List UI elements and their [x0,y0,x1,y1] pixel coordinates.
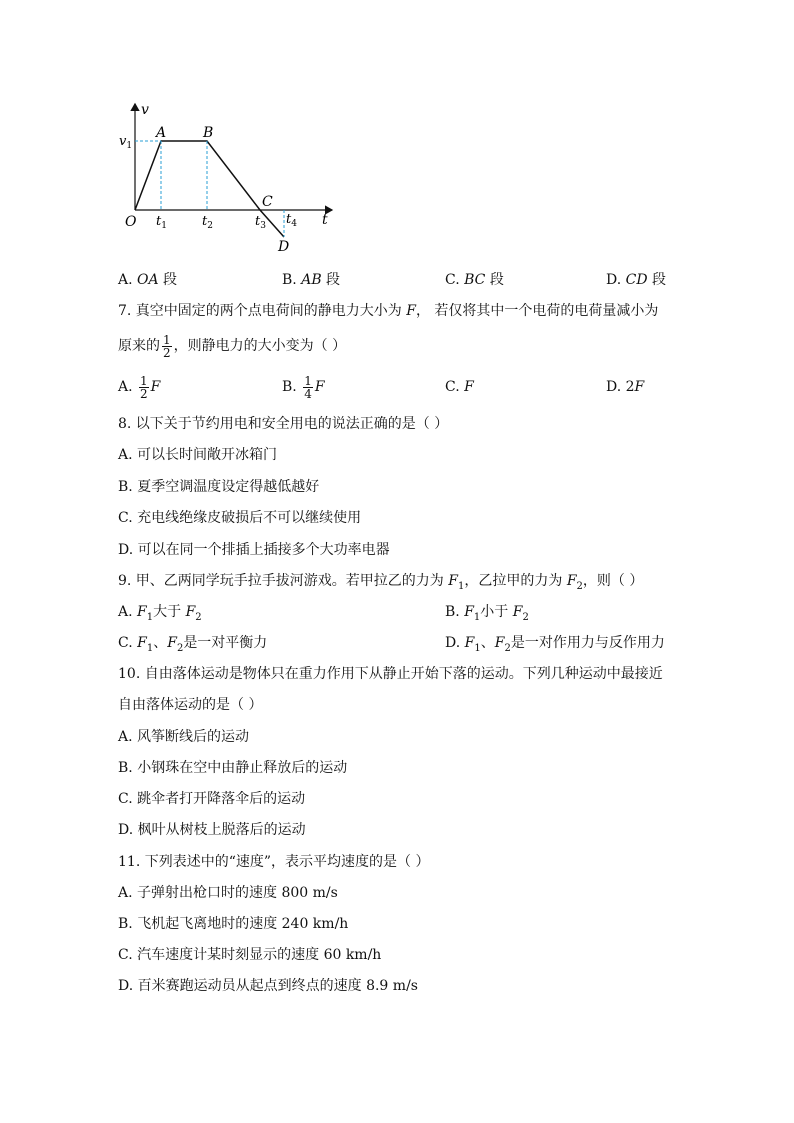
q11-stem: 11. 下列表述中的“速度”，表示平均速度的是（ ） [118,854,430,870]
q9-option-d[interactable]: D. $F_1$、$F_2$是一对作用力与反作用力 [445,635,665,654]
q11-option-d[interactable]: D. 百米赛跑运动员从起点到终点的速度 8.9 m/s [118,978,418,994]
q10-option-a[interactable]: A. 风筝断线后的运动 [118,729,250,745]
t2-label: $t_2$ [202,214,213,231]
q10-option-d[interactable]: D. 枫叶从树枝上脱落后的运动 [118,822,306,838]
q8-option-b[interactable]: B. 夏季空调温度设定得越低越好 [118,479,320,495]
q9-option-a[interactable]: A. $F_1$大于 $F_2$ [118,604,202,623]
q7-option-a[interactable]: A. $\frac{1}{2}$ F [118,373,161,401]
point-b-label: B [203,125,214,141]
q9-option-b[interactable]: B. $F_1$小于 $F_2$ [445,604,529,623]
point-c-label: C [262,194,273,210]
fraction-one-half: $\frac{1}{2}$ [163,332,171,360]
t1-label: $t_1$ [156,214,167,231]
q10-stem-line2: 自由落体运动的是（ ） [118,697,263,713]
v1-label: $v_1$ [119,134,133,151]
q11-option-a[interactable]: A. 子弹射出枪口时的速度 800 m/s [118,885,338,901]
origin-label: O [125,214,137,230]
t3-label: $t_3$ [255,214,266,231]
velocity-time-graph [110,98,370,258]
q8-option-d[interactable]: D. 可以在同一个排插上插接多个大功率电器 [118,542,390,558]
q6-option-a[interactable]: A. OA 段 [118,272,178,288]
q8-option-c[interactable]: C. 充电线绝缘皮破损后不可以继续使用 [118,510,362,526]
t-axis-label: t [322,212,328,228]
v-axis-label: v [141,102,149,118]
q7-stem-line1: 7. 真空中固定的两个点电荷间的静电力大小为 F， 若仅将其中一个电荷的电荷量减小为 [118,303,659,319]
point-d-label: D [278,239,290,255]
q7-option-d[interactable]: D. 2F [606,379,645,395]
q10-option-b[interactable]: B. 小钢珠在空中由静止释放后的运动 [118,760,348,776]
q11-option-c[interactable]: C. 汽车速度计某时刻显示的速度 60 km/h [118,947,382,963]
q7-option-c[interactable]: C. F [445,379,474,395]
q9-stem: 9. 甲、乙两同学玩手拉手拔河游戏。若甲拉乙的力为 $F_1$，乙拉甲的力为 $F_2$，则（ ） [118,573,644,592]
q8-option-a[interactable]: A. 可以长时间敞开冰箱门 [118,447,278,463]
q9-option-c[interactable]: C. $F_1$、$F_2$是一对平衡力 [118,635,268,654]
q7-stem-line2: 原来的 $\frac{1}{2}$ ，则静电力的大小变为（ ） [118,332,347,360]
q11-option-b[interactable]: B. 飞机起飞离地时的速度 240 km/h [118,916,349,932]
point-a-label: A [156,125,167,141]
q10-option-c[interactable]: C. 跳伞者打开降落伞后的运动 [118,791,306,807]
t4-label: $t_4$ [286,212,297,229]
q8-stem: 8. 以下关于节约用电和安全用电的说法正确的是（ ） [118,416,449,432]
q6-option-b[interactable]: B. AB 段 [282,272,341,288]
q6-option-c[interactable]: C. BC 段 [445,272,504,288]
q7-option-b[interactable]: B. $\frac{1}{4}$ F [282,373,325,401]
q10-stem-line1: 10. 自由落体运动是物体只在重力作用下从静止开始下落的运动。下列几种运动中最接近 [118,666,663,682]
q6-option-d[interactable]: D. CD 段 [606,272,667,288]
